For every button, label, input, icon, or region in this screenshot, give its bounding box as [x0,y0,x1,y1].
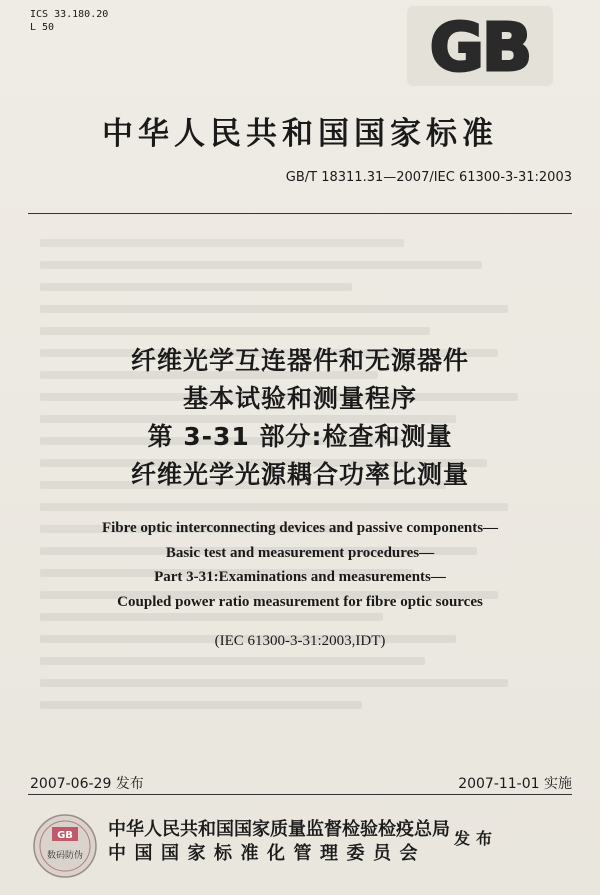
ccs-code: L 50 [30,22,55,33]
english-title-line: Fibre optic interconnecting devices and passive components— [101,520,499,536]
english-title [0,516,600,614]
standard-type-heading: 中华人民共和国国家标准 [102,116,498,152]
english-title-line: Coupled power ratio measurement for fibre optic sources [117,593,483,610]
bottom-divider [28,794,572,795]
chinese-title-line: 纤维光学光源耦合功率比测量 [130,460,469,489]
anti-counterfeit-seal-icon [32,813,98,879]
standard-number: GB/T 18311.31—2007/IEC 61300-3-31:2003 [285,170,572,185]
issuer-sac: 中国国家标准化管理委员会 [108,843,426,864]
issuer-aqsiq: 中华人民共和国国家质量监督检验检疫总局 [108,819,450,840]
english-title-line: Part 3-31:Examinations and measurements— [154,569,446,585]
publish-label: 发布 [454,829,499,848]
bleed-through-text [40,225,560,765]
gb-logo [407,6,553,86]
chinese-title-line: 纤维光学互连器件和无源器件 [130,346,469,375]
chinese-title [0,342,600,494]
chinese-title-line: 第 3-31 部分:检查和测量 [147,422,453,451]
issue-date: 2007-06-29 发布 [30,776,144,792]
gb-logo-text: GB [429,9,531,86]
chinese-title-line: 基本试验和测量程序 [182,384,417,413]
issuing-authorities [108,818,450,866]
effective-date: 2007-11-01 实施 [458,776,572,792]
classification-codes [30,8,108,34]
seal-label: 数码防伪 [46,851,84,861]
top-divider [28,213,572,214]
iec-equivalence: (IEC 61300-3-31:2003,IDT) [214,633,386,649]
ics-code: ICS 33.180.20 [30,9,109,20]
english-title-line: Basic test and measurement procedures— [165,544,435,561]
svg-text:GB: GB [57,830,73,841]
